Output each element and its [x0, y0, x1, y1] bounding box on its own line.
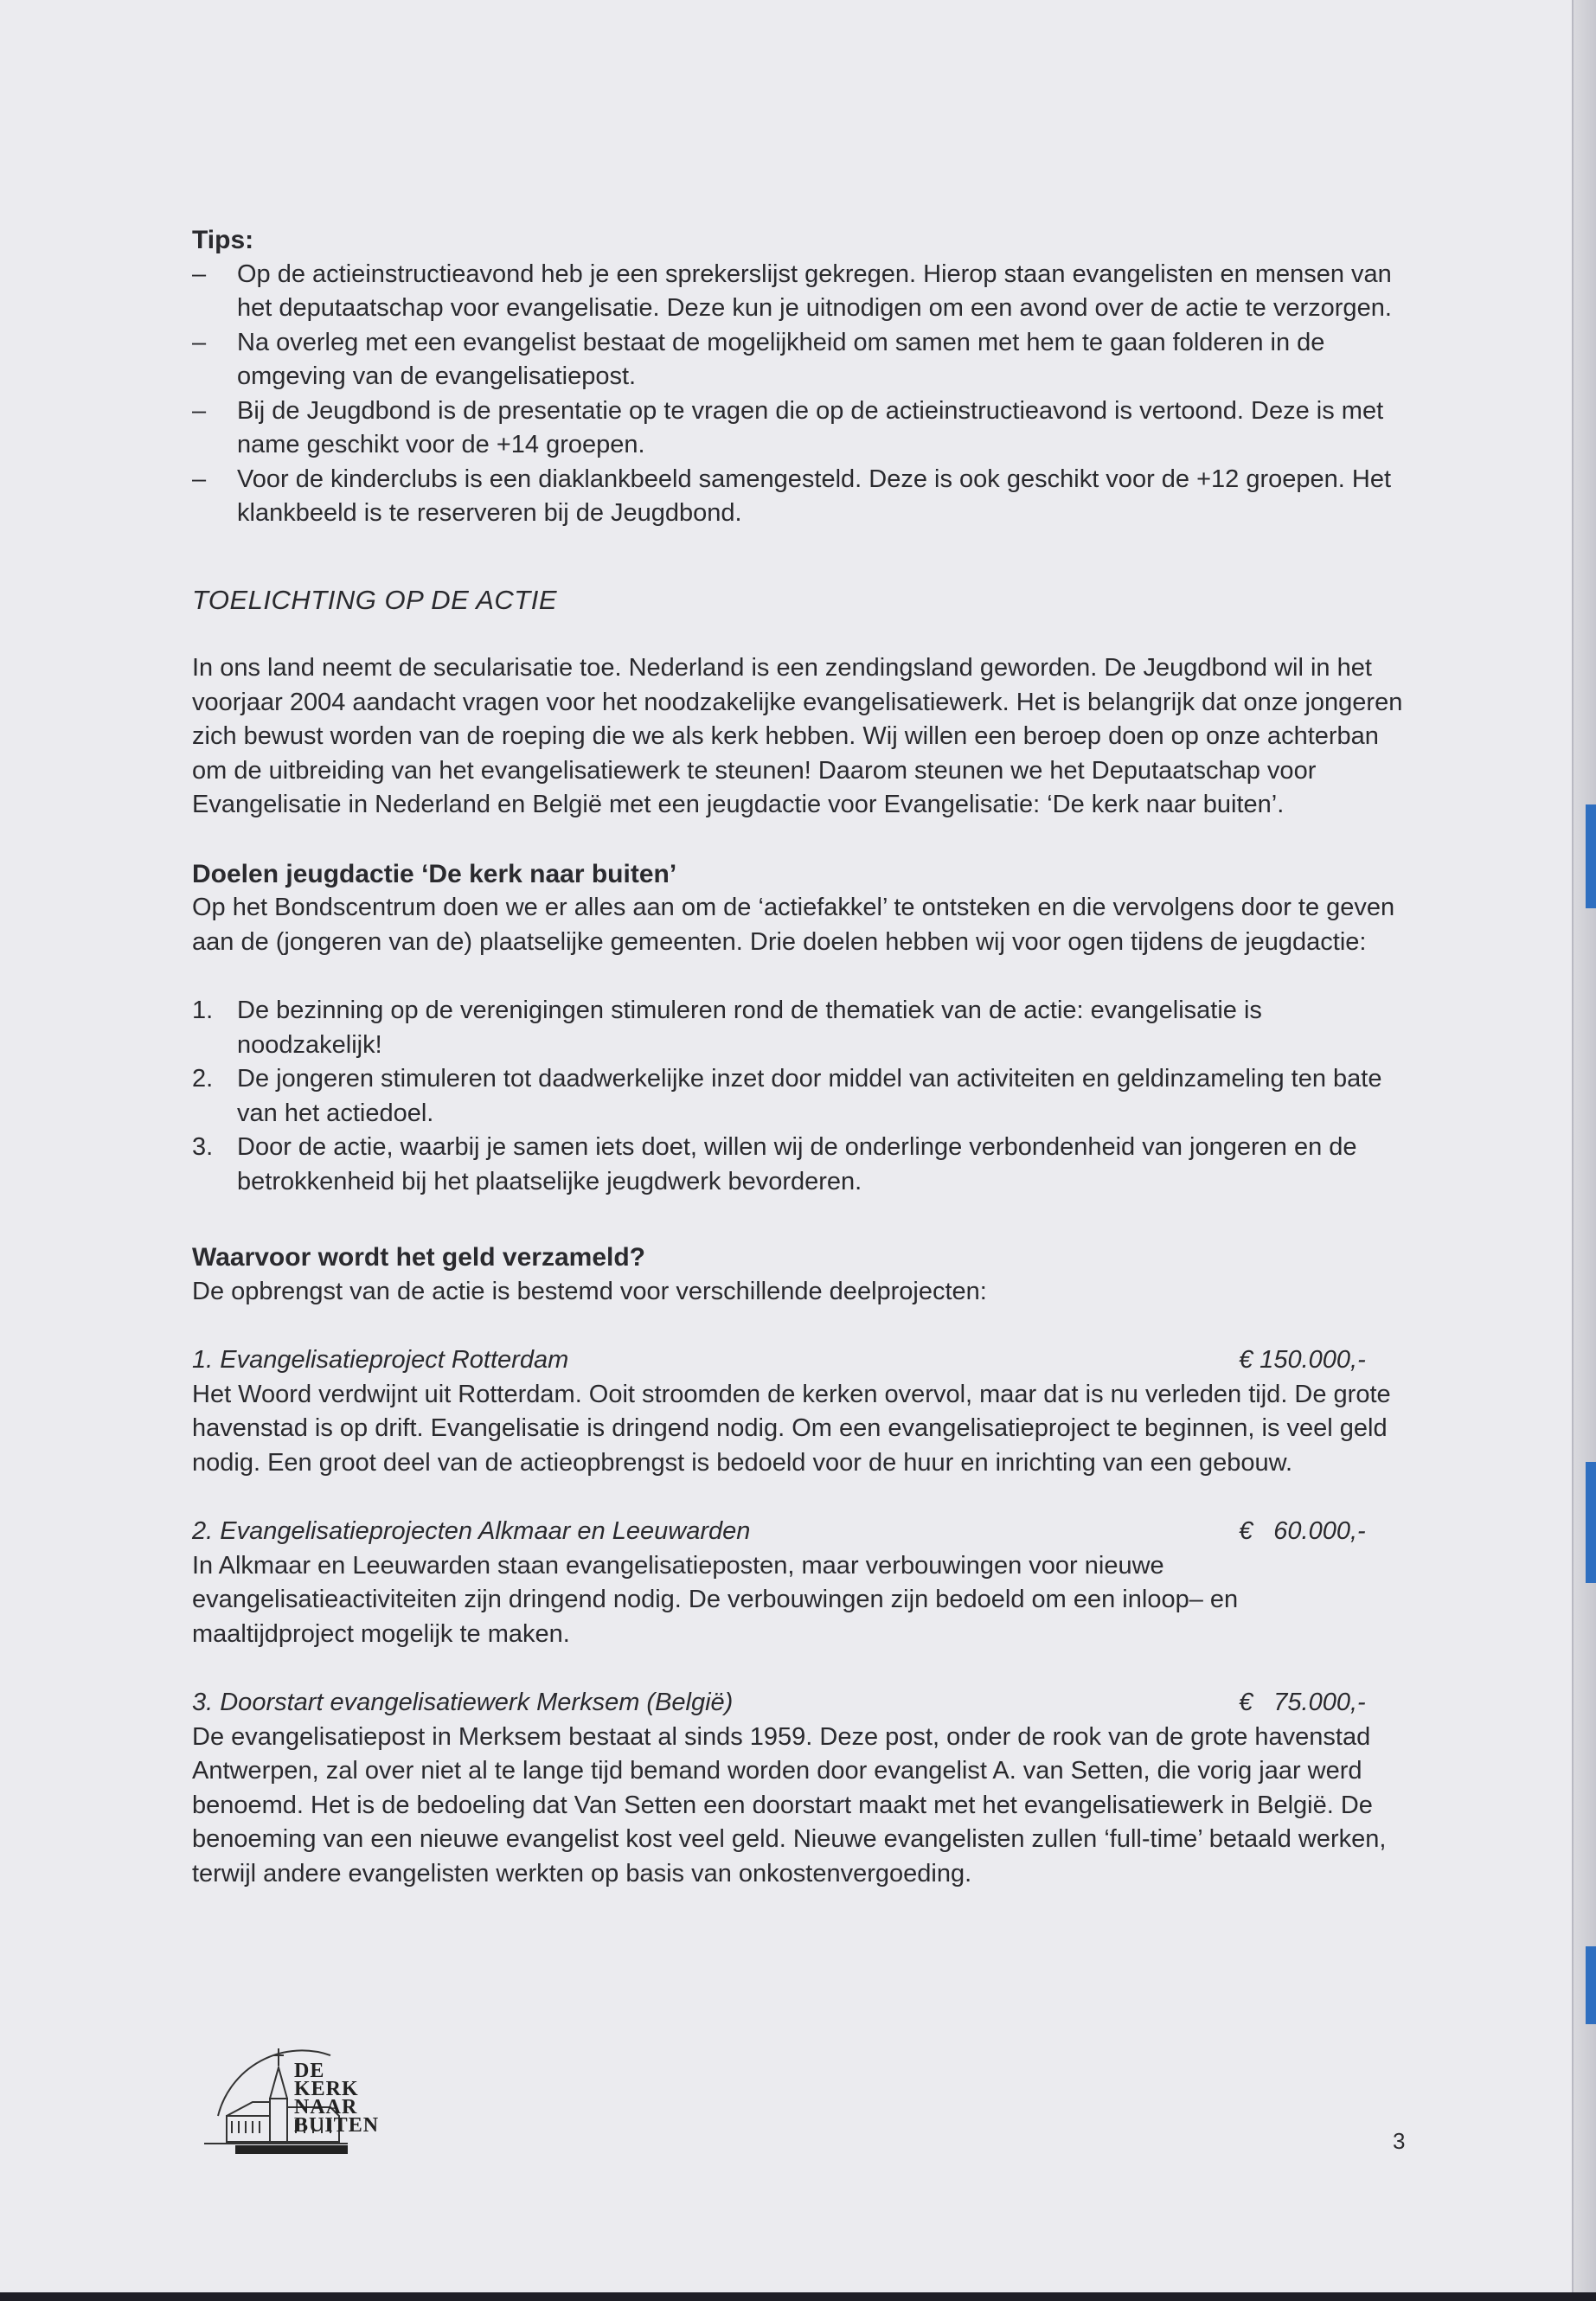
- edge-color-strip: [1586, 1946, 1596, 2024]
- item-number: 3.: [192, 1133, 214, 1161]
- project-amount: € 60.000,-: [1239, 1517, 1366, 1545]
- tips-title: Tips:: [192, 226, 254, 254]
- geld-intro: De opbrengst van de actie is bestemd voor verschillende deelprojecten:: [192, 1277, 987, 1305]
- doelen-intro: Op het Bondscentrum doen we er alles aan om de ‘actiefakkel’ te ontsteken en die vervolgens door te geven aan de (jongeren van de) plaatselijke gemeenten. Drie doelen hebben wij voor ogen tijdens de jeugdactie:: [192, 894, 1395, 956]
- section-title: TOELICHTING OP DE ACTIE: [192, 584, 558, 615]
- goals-list: [192, 994, 1403, 1199]
- list-item: – Op de actieinstructieavond heb je een sprekerslijst gekregen. Hierop staan evangelisten en mensen van het deputaatschap voor evangelisatie. Deze kun je uitnodigen om een avond over de actie te verzorgen.: [192, 258, 1403, 326]
- list-item: [192, 994, 1403, 1062]
- item-text: Door de actie, waarbij je samen iets doet, willen wij de onderlinge verbondenheid van jongeren en de betrokkenheid bij het plaatselijke jeugdwerk bevorderen.: [237, 1133, 1357, 1195]
- page-number: 3: [1393, 2128, 1406, 2154]
- project-heading: [192, 1343, 1403, 1378]
- list-item: – Voor de kinderclubs is een diaklankbeeld samengesteld. Deze is ook geschikt voor de +12 groepen. Het klankbeeld is te reserveren bij de Jeugdbond.: [192, 463, 1403, 531]
- logo-line: NAAR: [294, 2096, 358, 2118]
- project-description: De evangelisatiepost in Merksem bestaat al sinds 1959. Deze post, onder de rook van de grote havenstad Antwerpen, zal over niet al te lange tijd bemand worden door evangelist A. van Setten, die vorig jaar werd benoemd. Het is de bedoeling dat Van Setten een doorstart maakt met het evangelisatiewerk in België. De benoeming van een nieuwe evangelist kost veel geld. Nieuwe evangelisten zullen ‘full-time’ betaald werken, terwijl andere evangelisten werkten op basis van onkostenvergoeding.: [192, 1722, 1387, 1888]
- tips-list: [192, 258, 1403, 531]
- project-description: Het Woord verdwijnt uit Rotterdam. Ooit stroomden de kerken overvol, maar dat is nu verleden tijd. De grote havenstad is op drift. Evangelisatie is dringend nodig. Om een evangelisatieproject te beginnen, is veel geld nodig. Een groot deel van de actieopbrengst is bedoeld voor de huur en inrichting van een gebouw.: [192, 1380, 1391, 1477]
- bottom-edge: [0, 2292, 1596, 2301]
- toelichting-paragraph: In ons land neemt de secularisatie toe. Nederland is een zendingsland geworden. De Jeugdbond wil in het voorjaar 2004 aandacht vragen voor het noodzakelijke evangelisatiewerk. Het is belangrijk dat onze jongeren zich bewust worden van de roeping die we als kerk hebben. Wij willen een beroep doen op onze achterban om de uitbreiding van het evangelisatiewerk te steunen! Daarom steunen we het Deputaatschap voor Evangelisatie in Nederland en België met een jeugdactie voor Evangelisatie: ‘De kerk naar buiten’.: [192, 654, 1403, 818]
- document-body: [192, 223, 1403, 1891]
- item-text: De bezinning op de verenigingen stimuleren rond de thematiek van de actie: evangelisatie is noodzakelijk!: [237, 997, 1262, 1059]
- project-amount: € 150.000,-: [1239, 1346, 1366, 1374]
- project-title: 3. Doorstart evangelisatiewerk Merksem (België): [192, 1689, 734, 1716]
- list-item: – Bij de Jeugdbond is de presentatie op te vragen die op de actieinstructieavond is vertoond. Deze is met name geschikt voor de +14 groepen.: [192, 394, 1403, 463]
- item-number: 1.: [192, 997, 214, 1024]
- list-item: [192, 1131, 1403, 1199]
- project-title: 1. Evangelisatieproject Rotterdam: [192, 1346, 569, 1374]
- edge-color-strip: [1586, 1462, 1596, 1583]
- adjacent-page-edge: [1572, 0, 1596, 2301]
- item-number: 2.: [192, 1065, 214, 1093]
- list-item: [192, 1062, 1403, 1131]
- project-amount: € 75.000,-: [1239, 1689, 1366, 1716]
- project-description: In Alkmaar en Leeuwarden staan evangelisatieposten, maar verbouwingen voor nieuwe evangelisatieactiviteiten zijn dringend nodig. De verbouwingen zijn bedoeld om een inloop– en maaltijdproject mogelijk te maken.: [192, 1551, 1239, 1648]
- doelen-title: Doelen jeugdactie ‘De kerk naar buiten’: [192, 859, 677, 888]
- geld-title: Waarvoor wordt het geld verzameld?: [192, 1243, 645, 1272]
- logo-wordmark: [294, 2062, 379, 2135]
- logo-line: KERK: [294, 2078, 359, 2100]
- project-heading: [192, 1515, 1403, 1549]
- edge-color-strip: [1586, 804, 1596, 908]
- project-heading: [192, 1686, 1403, 1721]
- project-title: 2. Evangelisatieprojecten Alkmaar en Leeuwarden: [192, 1517, 751, 1545]
- logo-line: BUITEN: [294, 2114, 380, 2137]
- item-text: De jongeren stimuleren tot daadwerkelijke inzet door middel van activiteiten en geldinzameling ten bate van het actiedoel.: [237, 1065, 1382, 1127]
- logo-line: DE: [294, 2060, 325, 2082]
- list-item: – Na overleg met een evangelist bestaat de mogelijkheid om samen met hem te gaan folderen in de omgeving van de evangelisatiepost.: [192, 326, 1403, 394]
